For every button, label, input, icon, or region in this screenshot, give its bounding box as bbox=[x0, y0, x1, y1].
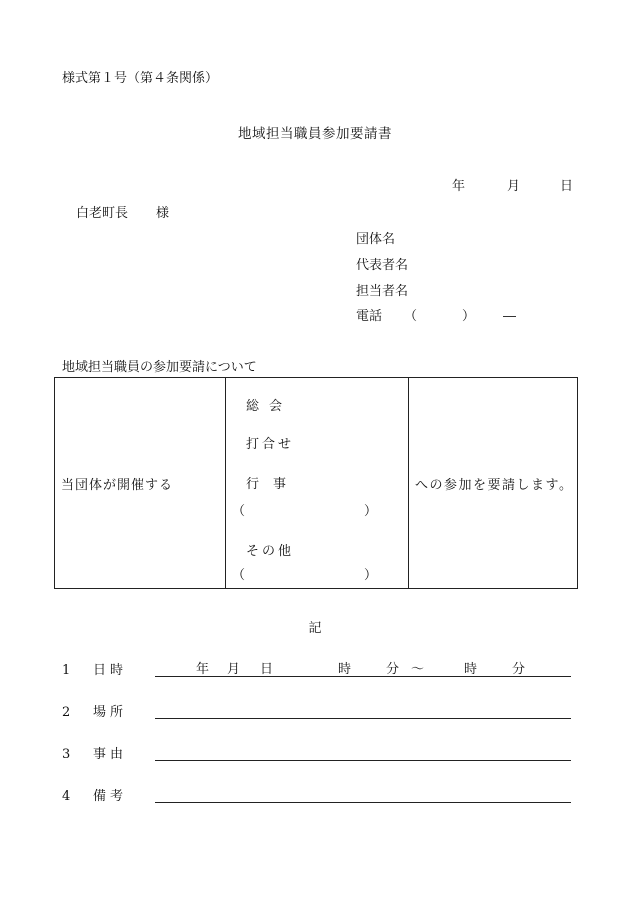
addressee bbox=[76, 207, 169, 220]
section-title: 地域担当職員の参加要請について bbox=[62, 360, 257, 375]
form-number: 様式第１号（第４条関係） bbox=[62, 71, 219, 86]
datetime-hour-end: 時 bbox=[464, 662, 478, 677]
datetime-day: 日 bbox=[260, 662, 274, 677]
request-left-text: 当団体が開催する bbox=[61, 477, 174, 493]
other-paren-close: ） bbox=[364, 568, 378, 583]
row1-underline[interactable] bbox=[155, 676, 571, 677]
event-paren-open: （ bbox=[232, 504, 246, 519]
row4-number: 4 bbox=[62, 789, 71, 804]
option-other: その他 bbox=[246, 544, 295, 559]
ki-heading: 記 bbox=[308, 621, 322, 636]
date-day-label: 日 bbox=[560, 179, 574, 194]
row1-number: 1 bbox=[62, 663, 71, 678]
date-year-label: 年 bbox=[452, 179, 466, 194]
datetime-hour-start: 時 bbox=[338, 662, 352, 677]
datetime-minute-end: 分 bbox=[512, 662, 526, 677]
row2-label: 場所 bbox=[93, 705, 128, 720]
phone-dash: ― bbox=[503, 309, 516, 324]
contact-person-label: 担当者名 bbox=[356, 284, 409, 299]
phone-paren-open: （ bbox=[404, 309, 418, 324]
request-right-text: への参加を要請します。 bbox=[415, 477, 574, 493]
row4-label: 備考 bbox=[93, 789, 128, 804]
row2-underline[interactable] bbox=[155, 718, 571, 719]
option-meeting: 打合せ bbox=[246, 437, 295, 452]
row3-number: 3 bbox=[62, 747, 71, 762]
request-options-cell bbox=[226, 378, 409, 589]
phone-label: 電話 bbox=[356, 309, 383, 324]
phone-paren-close: ） bbox=[462, 309, 476, 324]
row2-number: 2 bbox=[62, 705, 71, 720]
addressee-name: 白老町長 bbox=[76, 206, 129, 221]
row1-label: 日時 bbox=[93, 663, 128, 678]
representative-label: 代表者名 bbox=[356, 258, 409, 273]
request-left-cell bbox=[55, 378, 226, 589]
option-general-meeting: 総会 bbox=[246, 399, 293, 414]
addressee-honorific: 様 bbox=[156, 206, 170, 221]
row4-underline[interactable] bbox=[155, 802, 571, 803]
datetime-range-tilde: ～ bbox=[411, 662, 425, 677]
other-paren-open: （ bbox=[232, 568, 246, 583]
datetime-month: 月 bbox=[227, 662, 241, 677]
request-right-cell bbox=[409, 378, 578, 589]
org-name-label: 団体名 bbox=[356, 232, 396, 247]
request-table bbox=[54, 377, 578, 589]
row3-label: 事由 bbox=[93, 747, 128, 762]
date-month-label: 月 bbox=[507, 179, 521, 194]
datetime-year: 年 bbox=[196, 662, 210, 677]
row3-underline[interactable] bbox=[155, 760, 571, 761]
document-title: 地域担当職員参加要請書 bbox=[238, 126, 392, 142]
datetime-minute-start: 分 bbox=[386, 662, 400, 677]
event-paren-close: ） bbox=[364, 504, 378, 519]
option-event: 行事 bbox=[246, 477, 301, 492]
